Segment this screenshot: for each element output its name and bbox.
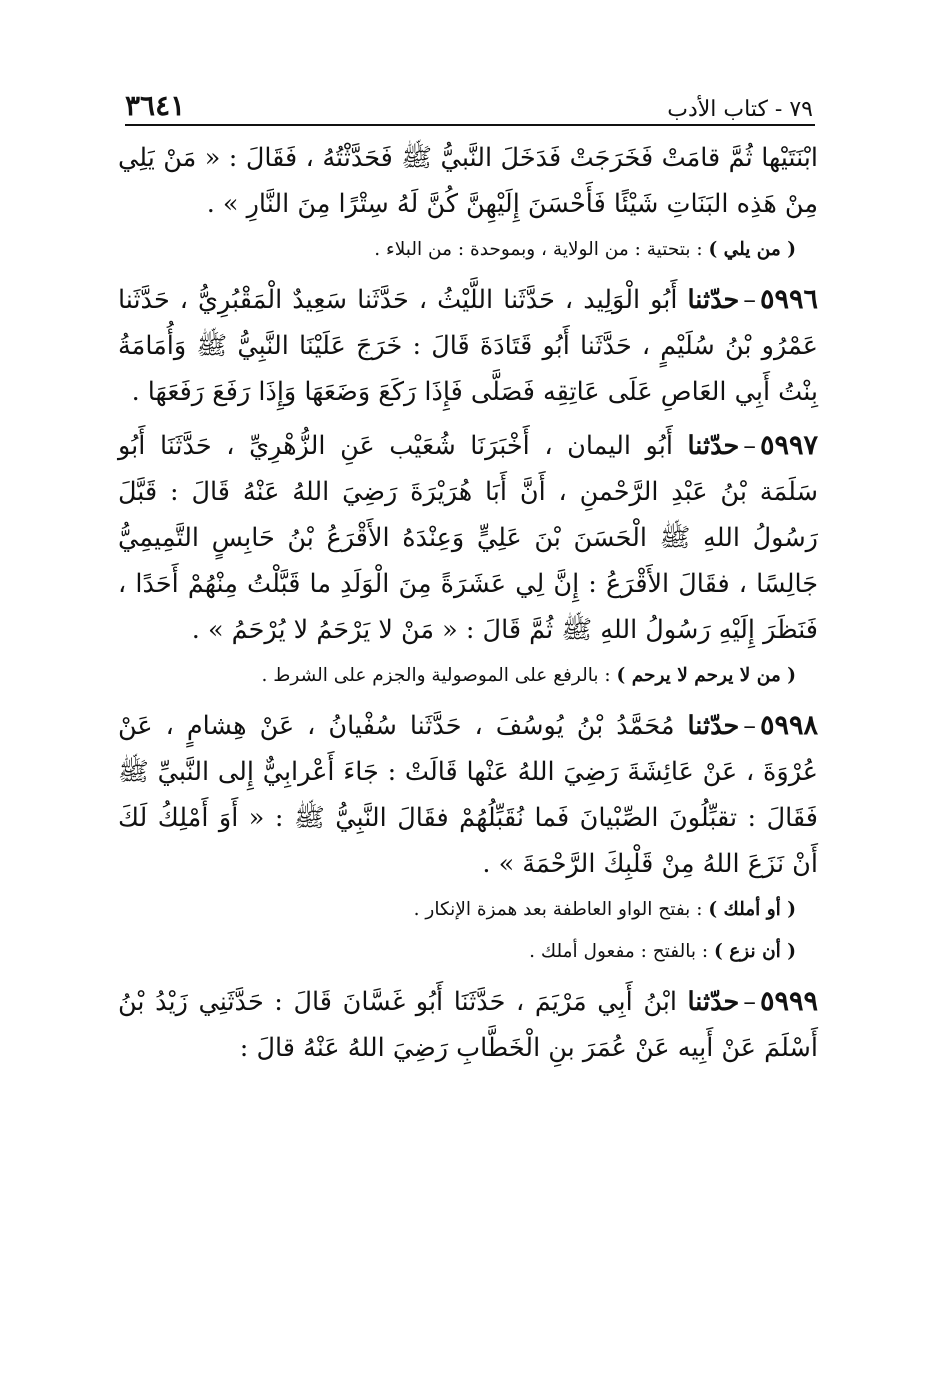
hadith-lead: حدّثنا [687, 431, 740, 461]
note-term: ( أو أملك ) [708, 899, 796, 920]
hadith-text: مُحَمَّدُ بْنُ يُوسُفَ ، حَدَّثَنا سُفْيانُ ، عَنْ هِشامٍ ، عَنْ عُرْوَةَ ، عَنْ عَائِشَةَ رَضِيَ اللهُ عَنْها قَالَتْ : جَاءَ أَعْرابِيٌّ إِلى النَّبيِّ ﷺ فَقَالَ : تقبِّلُونَ الصِّبْيانَ فَما نُقَبِّلُهُمْ فقَالَ النَّبِيُّ ﷺ : « أَوَ أَمْلِكُ لَكَ أَنْ نَزَعَ اللهُ مِنْ قَلْبِكَ الرَّحْمَةَ » . [118, 711, 818, 879]
note-aw-amlik [118, 895, 818, 925]
hadith-number: ٥٩٩٨ [759, 710, 818, 741]
hadith-number: ٥٩٩٩ [759, 986, 818, 1017]
page-body [118, 135, 818, 1079]
note-text: : بالرفع على الموصولية والجزم على الشرط . [261, 665, 617, 686]
hadith-text: أَبُو الْوَلِيد ، حَدَّثَنا اللَّيْثُ ، حَدَّثَنا سَعِيدٌ الْمَقْبُرِيُّ ، حَدَّثَنا عَمْرُو بْنُ سُلَيْمٍ ، حَدَّثَنا أَبُو قَتَادَةَ قَالَ : خَرَجَ عَلَيْنَا النَّبِيُّ ﷺ وَأُمَامَةُ بِنْتُ أَبِي العَاصِ عَلَى عَاتِقِه فَصَلَّى فَإِذَا رَكَعَ وَضَعَهَا وَإِذَا رَفَعَ رَفَعَهَا . [118, 285, 818, 407]
hadith-5997: ٥٩٩٧–حدّثنا أَبُو اليمان ، أَخْبَرَنَا شُعَيْب عَنِ الزُّهْرِيِّ ، حَدَّثَنَا أَبُو سَلَمَة بْنُ عَبْدِ الرَّحْمنِ ، أَنَّ أَبَا هُرَيْرَةَ رَضِيَ اللهُ عَنْهُ قَالَ : قَبَّلَ رَسُولُ اللهِ ﷺ الْحَسَنَ بْنَ عَلِيٍّ وَعِنْدَهُ الأَقْرَعُ بْنُ حَابِسٍ التَّمِيمِيُّ جَالِسًا ، فقَالَ الأَقْرَعُ : إِنَّ لِي عَشَرَةً مِنَ الْوَلَدِ ما قَبَّلْتُ مِنْهُمْ أَحَدًا ، فَنَظَرَ إِلَيْهِ رَسُولُ اللهِ ﷺ ثُمَّ قَالَ : « مَنْ لا يَرْحَمُ لا يُرْحَمُ » . [118, 430, 818, 645]
note-term: ( أن نزع ) [714, 941, 796, 962]
running-title: ٧٩ - كتاب الأدب [667, 97, 813, 122]
hadith-lead: حدّثنا [687, 285, 740, 315]
continuation-paragraph: ابْنَتَيْها ثُمَّ قامَتْ فَخَرَجَتْ فَدَخَلَ النَّبيُّ ﷺ فَحَدَّثْتُهُ ، فَقَالَ : « مَنْ يَلِي مِنْ هَذِه البَنَاتِ شَيْئًا فَأَحْسَنَ إِلَيْهِنَّ كُنَّ لَهُ سِتْرًا مِنَ النَّارِ » . [118, 143, 818, 219]
note-text: : بتحتية : من الولاية ، وبموحدة : من البلاء . [374, 239, 709, 260]
note-text: : بالفتح : مفعول أملك . [529, 941, 715, 962]
hadith-5998: ٥٩٩٨–حدّثنا مُحَمَّدُ بْنُ يُوسُفَ ، حَدَّثَنا سُفْيانُ ، عَنْ هِشامٍ ، عَنْ عُرْوَةَ ، عَنْ عَائِشَةَ رَضِيَ اللهُ عَنْها قَالَتْ : جَاءَ أَعْرابِيٌّ إِلى النَّبيِّ ﷺ فَقَالَ : تقبِّلُونَ الصِّبْيانَ فَما نُقَبِّلُهُمْ فقَالَ النَّبِيُّ ﷺ : « أَوَ أَمْلِكُ لَكَ أَنْ نَزَعَ اللهُ مِنْ قَلْبِكَ الرَّحْمَةَ » . [118, 710, 818, 879]
page-header [125, 82, 813, 122]
hadith-number: ٥٩٩٧ [759, 430, 818, 461]
hadith-5999: ٥٩٩٩–حدّثنا ابْنُ أَبِي مَرْيَمَ ، حَدَّثَنَا أَبُو غَسَّانَ قَالَ : حَدَّثَنِي زَيْدُ بْنُ أَسْلَمَ عَنْ أَبِيه عَنْ عُمَرَ بنِ الْخَطَّابِ رَضِيَ اللهُ عَنْهُ قالَ : [118, 986, 818, 1063]
hadith-text: أَبُو اليمان ، أَخْبَرَنَا شُعَيْب عَنِ الزُّهْرِيِّ ، حَدَّثَنَا أَبُو سَلَمَة بْنُ عَبْدِ الرَّحْمنِ ، أَنَّ أَبَا هُرَيْرَةَ رَضِيَ اللهُ عَنْهُ قَالَ : قَبَّلَ رَسُولُ اللهِ ﷺ الْحَسَنَ بْنَ عَلِيٍّ وَعِنْدَهُ الأَقْرَعُ بْنُ حَابِسٍ التَّمِيمِيُّ جَالِسًا ، فقَالَ الأَقْرَعُ : إِنَّ لِي عَشَرَةً مِنَ الْوَلَدِ ما قَبَّلْتُ مِنْهُمْ أَحَدًا ، فَنَظَرَ إِلَيْهِ رَسُولُ اللهِ ﷺ ثُمَّ قَالَ : « مَنْ لا يَرْحَمُ لا يُرْحَمُ » . [118, 431, 818, 645]
hadith-5996: ٥٩٩٦–حدّثنا أَبُو الْوَلِيد ، حَدَّثَنا اللَّيْثُ ، حَدَّثَنا سَعِيدٌ الْمَقْبُرِيُّ ، حَدَّثَنا عَمْرُو بْنُ سُلَيْمٍ ، حَدَّثَنا أَبُو قَتَادَةَ قَالَ : خَرَجَ عَلَيْنَا النَّبِيُّ ﷺ وَأُمَامَةُ بِنْتُ أَبِي العَاصِ عَلَى عَاتِقِه فَصَلَّى فَإِذَا رَكَعَ وَضَعَهَا وَإِذَا رَفَعَ رَفَعَهَا . [118, 284, 818, 407]
hadith-lead: حدّثنا [687, 987, 740, 1017]
note-an-nazaa [118, 937, 818, 967]
page-number: ٣٦٤١ [125, 89, 186, 122]
hadith-number: ٥٩٩٦ [759, 284, 818, 315]
note-man-la-yarham [118, 661, 818, 691]
note-term: ( من لا يرحم لا يرحم ) [616, 665, 796, 686]
note-term: ( من يلي ) [708, 239, 796, 260]
note-min-yali [118, 235, 818, 265]
header-rule [125, 124, 815, 126]
hadith-lead: حدّثنا [687, 711, 740, 741]
note-text: : بفتح الواو العاطفة بعد همزة الإنكار . [413, 899, 709, 920]
hadith-text: ابْنُ أَبِي مَرْيَمَ ، حَدَّثَنَا أَبُو غَسَّانَ قَالَ : حَدَّثَنِي زَيْدُ بْنُ أَسْلَمَ عَنْ أَبِيه عَنْ عُمَرَ بنِ الْخَطَّابِ رَضِيَ اللهُ عَنْهُ قالَ : [118, 987, 818, 1063]
